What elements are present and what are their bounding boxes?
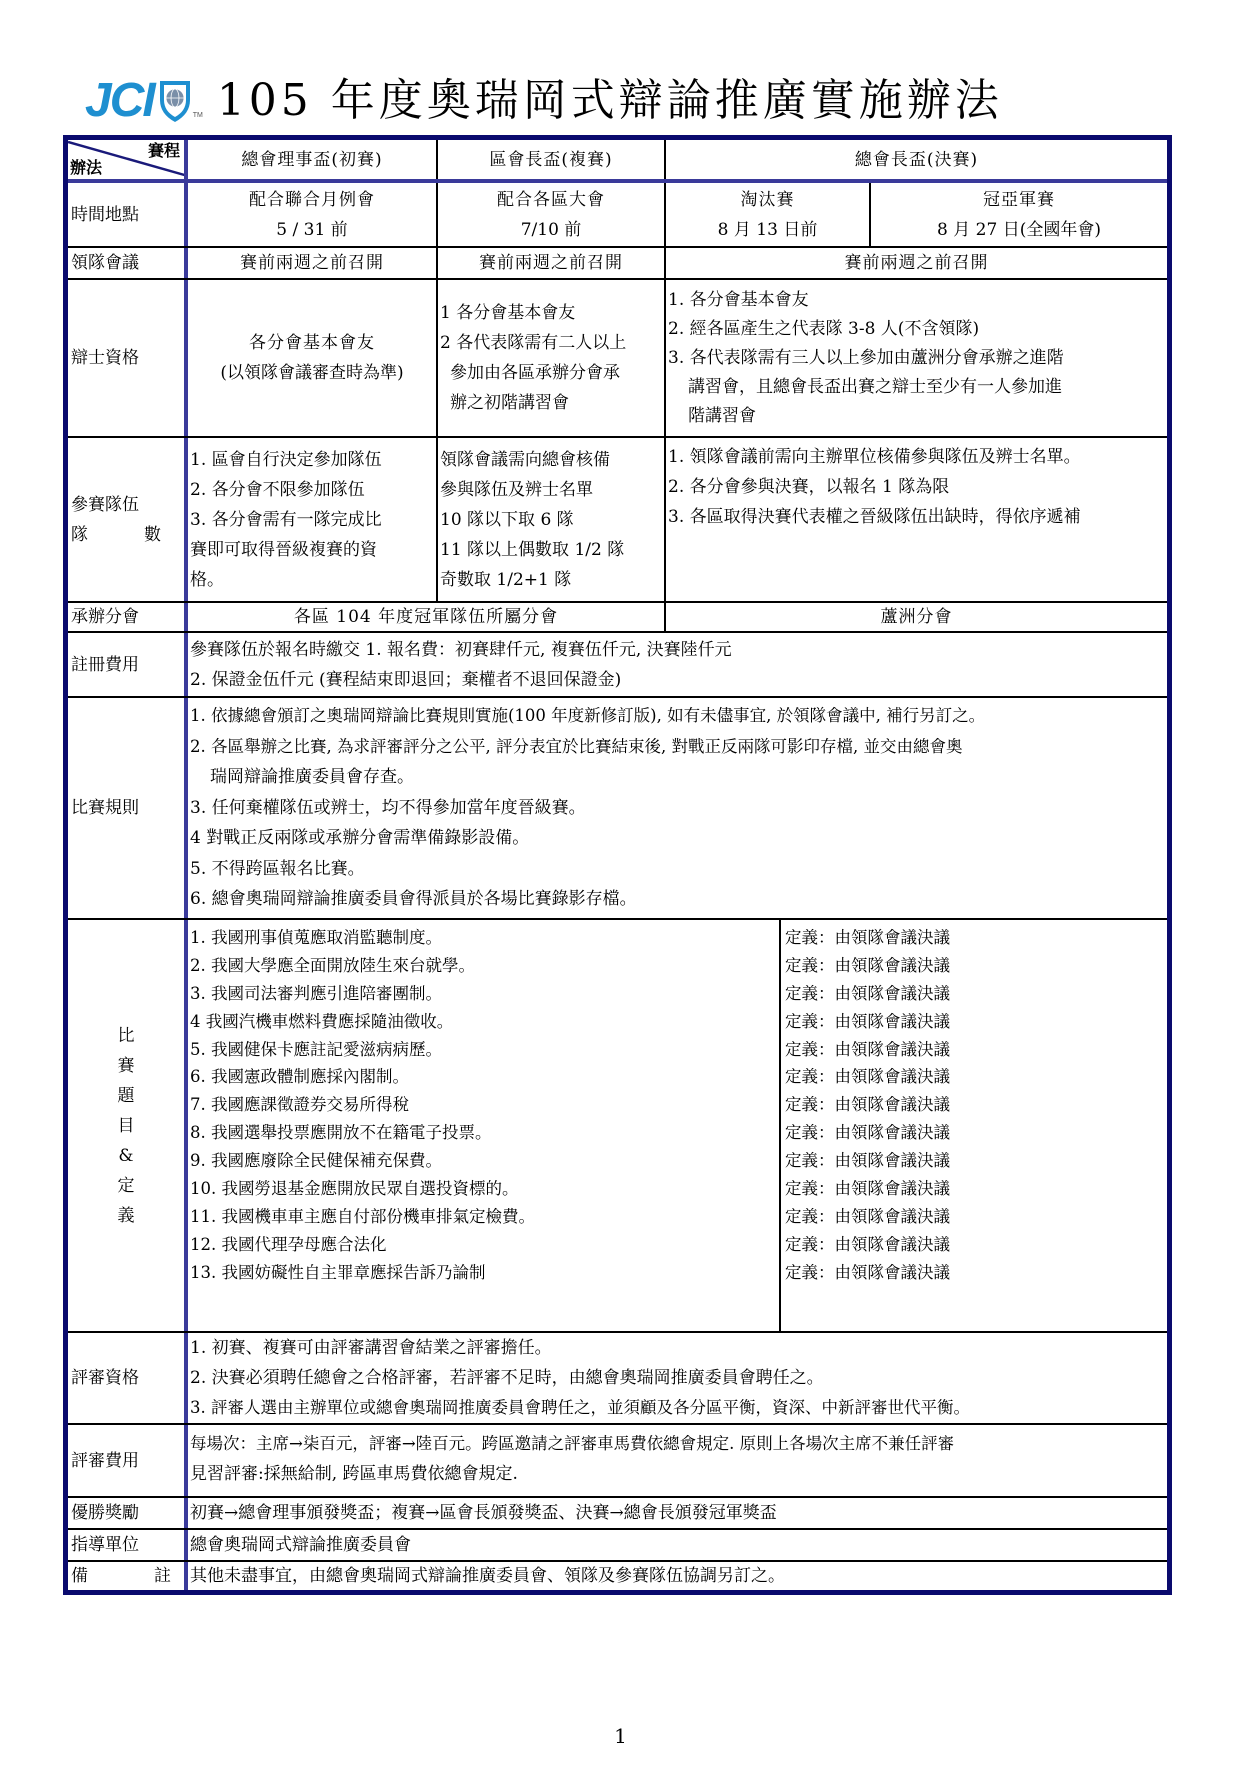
text-line: 參賽隊伍於報名時繳交 1. 報名費：初賽肆仟元, 複賽伍仟元, 決賽陸仟元 bbox=[190, 639, 732, 660]
text-line: 2. 經各區產生之代表隊 3-8 人(不含領隊) bbox=[668, 318, 980, 339]
definition-item: 定義：由領隊會議決議 bbox=[785, 1011, 950, 1031]
topic-item: 9. 我國應廢除全民健保補充保費。 bbox=[190, 1151, 442, 1171]
text-line: 2. 決賽必須聘任總會之合格評審，若評審不足時，由總會奧瑞岡推廣委員會聘任之。 bbox=[190, 1368, 824, 1388]
leader-meeting-semi: 賽前兩週之前召開 bbox=[438, 248, 666, 278]
definition-item: 定義：由領隊會議決議 bbox=[785, 1234, 950, 1254]
column-header-final: 總會長盃(決賽) bbox=[854, 149, 979, 170]
text-line: 2. 各分會不限參加隊伍 bbox=[190, 479, 365, 500]
text-line: 4 對戰正反兩隊或承辦分會需準備錄影設備。 bbox=[190, 828, 530, 849]
page-title: 105 年度奧瑞岡式辯論推廣實施辦法 bbox=[216, 75, 1003, 126]
logo-text: JCI bbox=[85, 74, 154, 127]
text-line: 淘汰賽 bbox=[740, 189, 795, 210]
topics-list bbox=[188, 920, 781, 1331]
label-char: 比 bbox=[117, 1025, 135, 1046]
registration-fee-text bbox=[188, 633, 1167, 696]
text-line: 2. 保證金伍仟元 (賽程結束即退回；棄權者不退回保證金) bbox=[190, 669, 622, 690]
guidance-text bbox=[188, 1530, 1167, 1560]
text-line: 2. 各區舉辦之比賽, 為求評審評分之公平, 評分表宜於比賽結束後, 對戰正反兩隊可影印存檔, 並交由總會奧 bbox=[190, 736, 963, 756]
rules-text bbox=[188, 698, 1167, 918]
text-line: 1. 區會自行決定參加隊伍 bbox=[190, 449, 382, 470]
row-topics bbox=[68, 920, 1167, 1333]
topic-item: 7. 我國應課徵證券交易所得稅 bbox=[190, 1095, 409, 1115]
row-label: 領隊會議 bbox=[68, 248, 188, 278]
row-rules bbox=[68, 698, 1167, 920]
text-line: 1. 領隊會議前需向主辦單位核備參與隊伍及辨士名單。 bbox=[668, 447, 1081, 467]
definition-item: 定義：由領隊會議決議 bbox=[785, 1123, 950, 1143]
text-line: 總會奧瑞岡式辯論推廣委員會 bbox=[190, 1535, 411, 1555]
text-line: 10 隊以下取 6 隊 bbox=[440, 509, 574, 530]
row-judge-qualification bbox=[68, 1333, 1167, 1425]
text-line: 3. 各分會需有一隊完成比 bbox=[190, 509, 382, 530]
judge-qualification-text bbox=[188, 1333, 1167, 1423]
topic-item: 4 我國汽機車燃料費應採隨油徵收。 bbox=[190, 1011, 454, 1031]
definition-item: 定義：由領隊會議決議 bbox=[785, 955, 950, 975]
text-line: 1 各分會基本會友 bbox=[440, 303, 576, 323]
text-line: 5. 不得跨區報名比賽。 bbox=[190, 858, 365, 879]
label-char: 題 bbox=[117, 1085, 135, 1106]
corner-schedule-label: 賽程 bbox=[147, 141, 180, 160]
page-number: 1 bbox=[614, 1724, 627, 1748]
row-judge-fee bbox=[68, 1425, 1167, 1498]
label-line bbox=[71, 1561, 171, 1591]
teams-prelim bbox=[188, 438, 438, 601]
text-line: 3. 各代表隊需有三人以上參加由蘆洲分會承辦之進階 bbox=[668, 347, 1064, 368]
text-line: 冠亞軍賽 bbox=[983, 189, 1055, 210]
row-teams bbox=[68, 438, 1167, 603]
row-label: 評審資格 bbox=[68, 1333, 188, 1423]
teams-final bbox=[666, 438, 1167, 601]
label-char: 義 bbox=[117, 1205, 135, 1226]
text-line: 階講習會 bbox=[688, 405, 756, 426]
topic-item: 12. 我國代理孕母應合法化 bbox=[190, 1234, 387, 1254]
text-line: 7/10 前 bbox=[520, 219, 582, 240]
time-place-championship bbox=[871, 183, 1167, 246]
column-header-prelim: 總會理事盃(初賽) bbox=[188, 140, 438, 179]
topic-item: 3. 我國司法審判應引進陪審團制。 bbox=[190, 983, 442, 1003]
text-line: 3. 任何棄權隊伍或辨士，均不得參加當年度晉級賽。 bbox=[190, 797, 586, 818]
text-line: 見習評審:採無給制, 跨區車馬費依總會規定. bbox=[190, 1464, 518, 1484]
topic-item: 6. 我國憲政體制應採內閣制。 bbox=[190, 1067, 409, 1087]
row-label-vertical bbox=[68, 920, 188, 1331]
text-line: 賽即可取得晉級複賽的資 bbox=[190, 539, 377, 560]
definition-item: 定義：由領隊會議決議 bbox=[785, 928, 950, 947]
corner-cell bbox=[68, 140, 188, 179]
text-line: (以領隊會議審查時為準) bbox=[220, 363, 404, 383]
topic-item: 13. 我國妨礙性自主罪章應採告訴乃論制 bbox=[190, 1262, 486, 1282]
text-line: 11 隊以上偶數取 1/2 隊 bbox=[440, 539, 625, 560]
time-place-semi bbox=[438, 183, 666, 246]
text-line: 3. 評審人選由主辦單位或總會奧瑞岡推廣委員會聘任之，並須顧及各分區平衡，資深、中新評審世代平衡。 bbox=[190, 1398, 970, 1417]
text-line: 配合聯合月例會 bbox=[249, 189, 375, 210]
text-line: 配合各區大會 bbox=[497, 189, 605, 210]
topic-item: 11. 我國機車車主應自付部份機車排氣定檢費。 bbox=[190, 1206, 535, 1226]
row-label: 時間地點 bbox=[68, 183, 188, 246]
text-line: 其他未盡事宜，由總會奧瑞岡式辯論推廣委員會、領隊及參賽隊伍協調另訂之。 bbox=[190, 1566, 785, 1586]
text-line: 辦之初階講習會 bbox=[450, 393, 569, 413]
text-line: 8 月 27 日(全國年會) bbox=[937, 219, 1101, 240]
column-header-semi: 區會長盃(複賽) bbox=[438, 140, 666, 179]
definition-item: 定義：由領隊會議決議 bbox=[785, 1179, 950, 1199]
text-line: 每場次：主席→柒百元，評審→陸百元。跨區邀請之評審車馬費依總會規定. 原則上各場次主席不兼任評審 bbox=[190, 1434, 955, 1453]
text-line: 瑞岡辯論推廣委員會存查。 bbox=[210, 767, 414, 788]
row-leader-meeting bbox=[68, 248, 1167, 280]
text-line: 3. 各區取得決賽代表權之晉級隊伍出缺時，得依序遞補 bbox=[668, 507, 1081, 527]
text-line: 1. 初賽、複賽可由評審講習會結業之評審擔任。 bbox=[190, 1338, 552, 1358]
debater-qualification-final bbox=[666, 280, 1167, 436]
label-char: 定 bbox=[117, 1175, 135, 1196]
label-char: 註 bbox=[154, 1566, 171, 1586]
text-line: 講習會，且總會長盃出賽之辯士至少有一人參加進 bbox=[688, 376, 1062, 397]
topic-item: 1. 我國刑事偵蒐應取消監聽制度。 bbox=[190, 928, 442, 947]
teams-semi bbox=[438, 438, 666, 601]
text-line: 2 各代表隊需有二人以上 bbox=[440, 333, 627, 353]
label-char: 數 bbox=[144, 524, 161, 545]
text-line: 5 / 31 前 bbox=[276, 219, 348, 240]
leader-meeting-prelim: 賽前兩週之前召開 bbox=[188, 248, 438, 278]
label-char: 目 bbox=[117, 1115, 135, 1136]
row-label: 註冊費用 bbox=[68, 633, 188, 696]
trademark: TM bbox=[192, 112, 203, 119]
definition-item: 定義：由領隊會議決議 bbox=[785, 983, 950, 1003]
text-line: 參加由各區承辦分會承 bbox=[450, 363, 620, 383]
label-char: 隊 bbox=[71, 524, 88, 545]
label-line bbox=[71, 520, 161, 550]
row-awards bbox=[68, 1498, 1167, 1530]
text-line: 各分會基本會友 bbox=[249, 333, 375, 353]
time-place-prelim bbox=[188, 183, 438, 246]
definition-item: 定義：由領隊會議決議 bbox=[785, 1206, 950, 1226]
definition-item: 定義：由領隊會議決議 bbox=[785, 1262, 950, 1282]
shield-globe-icon bbox=[158, 78, 192, 124]
judge-fee-text bbox=[188, 1425, 1167, 1496]
text-line: 2. 各分會參與決賽，以報名 1 隊為限 bbox=[668, 477, 950, 497]
text-line: 8 月 13 日前 bbox=[717, 219, 818, 240]
row-guidance bbox=[68, 1530, 1167, 1562]
text-line: 初賽→總會理事頒發獎盃；複賽→區會長頒發獎盃、決賽→總會長頒發冠軍獎盃 bbox=[190, 1503, 777, 1523]
text-line: 格。 bbox=[190, 569, 224, 590]
awards-text bbox=[188, 1498, 1167, 1528]
definition-item: 定義：由領隊會議決議 bbox=[785, 1039, 950, 1059]
corner-method-label: 辦法 bbox=[70, 158, 103, 177]
row-debater-qualification bbox=[68, 280, 1167, 438]
row-label: 辯士資格 bbox=[68, 280, 188, 436]
rules-table bbox=[63, 135, 1172, 1595]
table-header-row bbox=[68, 140, 1167, 183]
text-line: 領隊會議需向總會核備 bbox=[440, 449, 610, 470]
definition-item: 定義：由領隊會議決議 bbox=[785, 1067, 950, 1087]
row-label: 承辦分會 bbox=[68, 603, 188, 631]
text-line: 參與隊伍及辨士名單 bbox=[440, 479, 593, 500]
text-line: 1. 各分會基本會友 bbox=[668, 289, 809, 310]
topic-item: 10. 我國勞退基金應開放民眾自選投資標的。 bbox=[190, 1179, 519, 1199]
label-line: 參賽隊伍 bbox=[71, 494, 139, 515]
row-remarks bbox=[68, 1562, 1167, 1590]
row-label bbox=[68, 438, 188, 601]
text-line: 6. 總會奧瑞岡辯論推廣委員會得派員於各場比賽錄影存檔。 bbox=[190, 889, 637, 910]
remarks-text bbox=[188, 1562, 1167, 1590]
label-char: 賽 bbox=[117, 1055, 135, 1076]
topic-item: 8. 我國選舉投票應開放不在籍電子投票。 bbox=[190, 1123, 492, 1143]
definitions-list bbox=[781, 920, 1167, 1331]
time-place-knockout bbox=[666, 183, 871, 246]
jci-logo bbox=[85, 74, 203, 127]
label-char: 備 bbox=[71, 1566, 88, 1586]
debater-qualification-prelim bbox=[188, 280, 438, 436]
row-label: 優勝獎勵 bbox=[68, 1498, 188, 1528]
topic-item: 5. 我國健保卡應註記愛滋病病歷。 bbox=[190, 1039, 442, 1059]
text-line: 奇數取 1/2+1 隊 bbox=[440, 569, 572, 590]
row-label: 評審費用 bbox=[68, 1425, 188, 1496]
leader-meeting-final: 賽前兩週之前召開 bbox=[844, 253, 989, 273]
row-host-chapter bbox=[68, 603, 1167, 633]
row-label bbox=[68, 1562, 188, 1590]
text-line: 1. 依據總會頒訂之奧瑞岡辯論比賽規則實施(100 年度新修訂版), 如有未儘事宜, 於領隊會議中, 補行另訂之。 bbox=[190, 706, 986, 726]
row-label: 指導單位 bbox=[68, 1530, 188, 1560]
host-chapter-prelim-semi: 各區 104 年度冠軍隊伍所屬分會 bbox=[188, 603, 666, 631]
definition-item: 定義：由領隊會議決議 bbox=[785, 1095, 950, 1115]
row-registration-fee bbox=[68, 633, 1167, 698]
row-time-place bbox=[68, 183, 1167, 248]
label-char: & bbox=[118, 1145, 134, 1166]
definition-item: 定義：由領隊會議決議 bbox=[785, 1151, 950, 1171]
debater-qualification-semi bbox=[438, 280, 666, 436]
row-label: 比賽規則 bbox=[68, 698, 188, 918]
topic-item: 2. 我國大學應全面開放陸生來台就學。 bbox=[190, 955, 475, 975]
host-chapter-final: 蘆洲分會 bbox=[880, 607, 953, 627]
document-header bbox=[85, 70, 1003, 132]
